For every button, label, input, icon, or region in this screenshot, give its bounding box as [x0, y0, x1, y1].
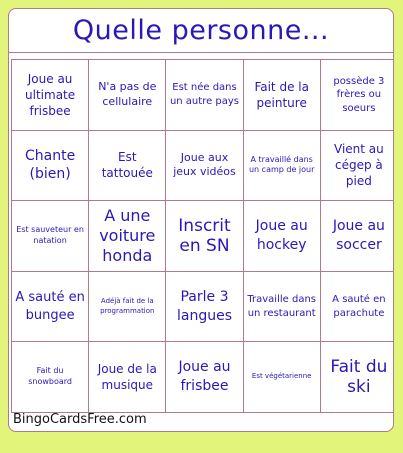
bingo-cell: Joue aux jeux vidéos: [166, 131, 243, 202]
bingo-cell: Joue de la musique: [89, 342, 166, 413]
bingo-cell: Est sauveteur en natation: [12, 201, 89, 272]
bingo-cell: Fait de la peinture: [244, 60, 321, 131]
bingo-cell: A travaillé dans un camp de jour: [244, 131, 321, 202]
bingo-cell: Inscrit en SN: [166, 201, 243, 272]
bingo-cell: Travaille dans un restaurant: [244, 272, 321, 343]
bingo-cell: Chante (bien): [12, 131, 89, 202]
bingo-cell: possède 3 frères ou soeurs: [321, 60, 394, 131]
bingo-cell: Joue au hockey: [244, 201, 321, 272]
bingo-cell: A sauté en bungee: [12, 272, 89, 343]
bingo-cell: Parle 3 langues: [166, 272, 243, 343]
bingo-cell: Joue au ultimate frisbee: [12, 60, 89, 131]
bingo-cell: Fait du ski: [321, 342, 394, 413]
bingo-cell: Est végétarienne: [244, 342, 321, 413]
bingo-cell: A sauté en parachute: [321, 272, 394, 343]
card-title: Quelle personne...: [72, 15, 330, 46]
bingo-cell: Joue au frisbee: [166, 342, 243, 413]
title-bar: [9, 9, 393, 53]
footer-site-name: BingoCardsFree.com: [13, 412, 147, 427]
bingo-cell: N'a pas de cellulaire: [89, 60, 166, 131]
bingo-cell: A une voiture honda: [89, 201, 166, 272]
bingo-card: [8, 8, 394, 432]
bingo-cell: Vient au cégep à pied: [321, 131, 394, 202]
bingo-grid: [11, 59, 394, 413]
bingo-cell: Est tattouée: [89, 131, 166, 202]
bingo-cell: Joue au soccer: [321, 201, 394, 272]
bingo-cell: Fait du snowboard: [12, 342, 89, 413]
bingo-cell: Est née dans un autre pays: [166, 60, 243, 131]
bingo-cell: Adéjà fait de la programmation: [89, 272, 166, 343]
